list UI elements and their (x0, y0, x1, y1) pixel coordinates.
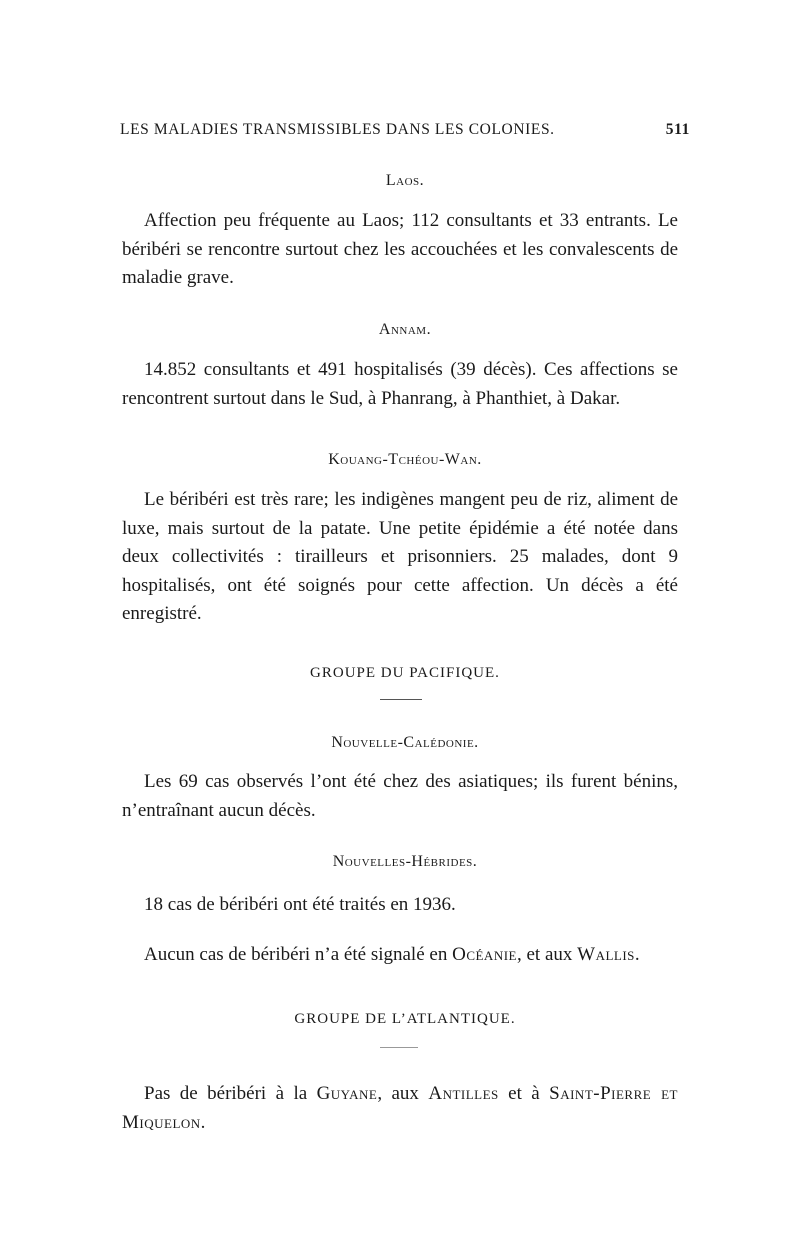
separator-rule (380, 1047, 418, 1048)
page-number: 511 (665, 121, 690, 138)
paragraph-oceanie (122, 941, 678, 970)
place-guyane: Guyane (316, 1083, 378, 1104)
paragraph-nouvelle-caledonie: Les 69 cas observés l’ont été chez des asiatiques; ils furent bénins, n’entraînant aucun décès. (122, 771, 678, 821)
paragraph-kouang-tcheou-wan: Le béribéri est très rare; les indigènes mangent peu de riz, aliment de luxe, mais surtout de la patate. Une petite épidémie a été notée dans deux collectivités : tirailleurs et prisonniers. 25 malades, dont 9 hospitalisés, ont été soignés pour cette affection. Un décès a été enregistré. (122, 489, 678, 624)
heading-kouang-tcheou-wan: Kouang-Tchéou-Wan. (328, 451, 482, 468)
paragraph-laos: Affection peu fréquente au Laos; 112 consultants et 33 entrants. Le béribéri se rencontre surtout chez les accouchées et les convalescents de maladie grave. (122, 210, 678, 288)
paragraph-nouvelles-hebrides: 18 cas de béribéri ont été traités en 1936. (144, 894, 456, 915)
running-title: LES MALADIES TRANSMISSIBLES DANS LES COLONIES. (120, 121, 555, 138)
place-antilles: Antilles (428, 1083, 499, 1104)
heading-nouvelle-caledonie: Nouvelle-Calédonie. (331, 734, 479, 751)
heading-groupe-pacifique: GROUPE DU PACIFIQUE. (310, 665, 500, 681)
atlantique-text-3: et à (498, 1083, 550, 1104)
paragraph-annam: 14.852 consultants et 491 hospitalisés (39 décès). Ces affections se rencontrent surtout dans le Sud, à Phanrang, à Phanthiet, à Dakar. (122, 359, 678, 409)
place-oceanie: Océanie (452, 944, 517, 965)
atlantique-text-4: . (200, 1111, 206, 1133)
paragraph-atlantique (122, 1080, 678, 1137)
separator-rule (380, 699, 422, 700)
atlantique-text-2: , aux (377, 1083, 429, 1104)
oceanie-text-before: Aucun cas de béribéri n’a été signalé en (144, 944, 453, 965)
heading-groupe-atlantique: GROUPE DE L’ATLANTIQUE. (294, 1011, 516, 1027)
oceanie-text-after: . (634, 944, 640, 965)
atlantique-text-1: Pas de béribéri à la (144, 1083, 317, 1104)
place-wallis: Wallis (577, 944, 635, 965)
oceanie-text-middle: , et aux (516, 944, 578, 965)
place-saint-pierre-miquelon: Saint-Pierre et Miquelon (122, 1083, 678, 1133)
heading-annam: Annam. (378, 321, 432, 338)
heading-nouvelles-hebrides: Nouvelles-Hébrides. (332, 853, 478, 870)
heading-laos: Laos. (385, 172, 425, 189)
running-head (120, 121, 690, 143)
